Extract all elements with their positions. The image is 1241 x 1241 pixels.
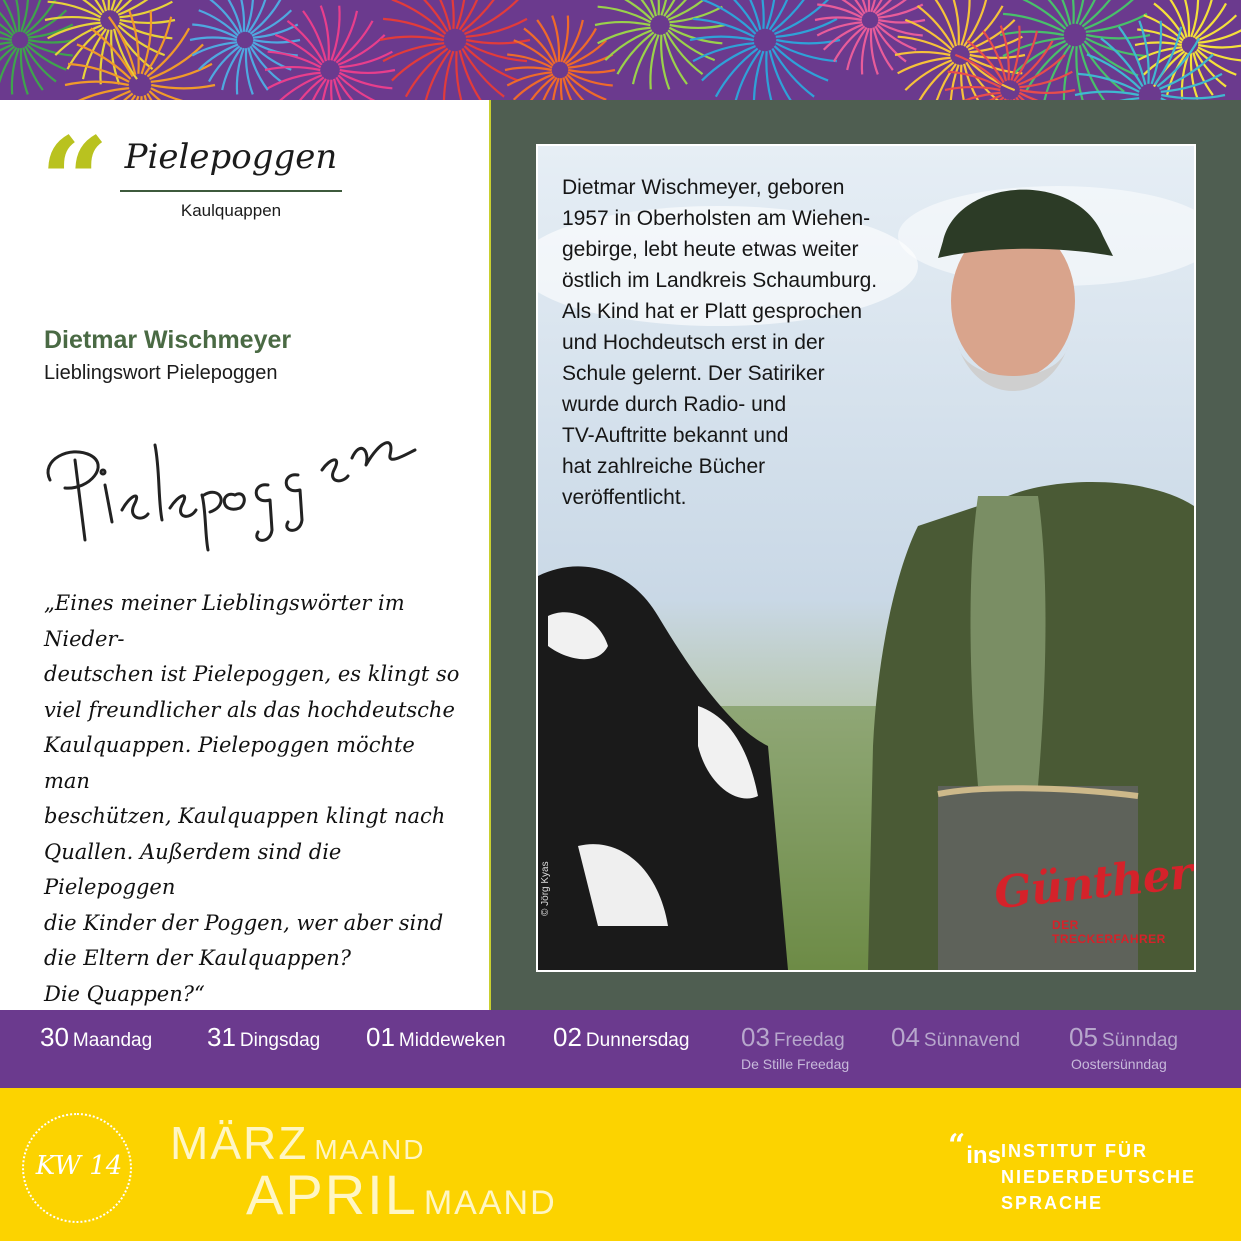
- holiday-label: De Stille Freedag: [741, 1056, 850, 1072]
- day-saturday: [891, 1022, 1020, 1053]
- day-name: Dingsdag: [239, 1030, 321, 1051]
- day-number: 03: [741, 1022, 770, 1052]
- day-name: Sünndag: [1101, 1030, 1178, 1051]
- footer-band: [0, 1088, 1241, 1241]
- day-tuesday: [207, 1022, 320, 1053]
- day-number: 01: [366, 1022, 395, 1052]
- month-april: [246, 1162, 557, 1227]
- treckerfahrer-logo-subtitle: DER TRECKERFAHRER: [1052, 918, 1166, 946]
- week-badge: [22, 1113, 132, 1223]
- treckerfahrer-logo: Günther: [991, 847, 1195, 920]
- day-name: Middeweken: [398, 1030, 506, 1051]
- person-name: Dietmar Wischmeyer: [44, 326, 292, 354]
- day-number: 30: [40, 1022, 69, 1052]
- handwritten-signature: [30, 410, 430, 560]
- month-small: MAAND: [314, 1134, 426, 1165]
- day-wednesday: [366, 1022, 506, 1053]
- day-number: 31: [207, 1022, 236, 1052]
- day-sunday: [1069, 1022, 1178, 1072]
- day-name: Sünnavend: [923, 1030, 1021, 1051]
- decorative-banner: [0, 0, 1241, 100]
- day-name: Maandag: [72, 1030, 153, 1051]
- headword: Pielepoggen: [124, 137, 338, 177]
- quote-mark-icon: “: [40, 111, 110, 252]
- day-number: 04: [891, 1022, 920, 1052]
- portrait-photo: [536, 144, 1196, 972]
- person-subtitle: Lieblingswort Pielepoggen: [44, 362, 278, 384]
- day-friday: [741, 1022, 850, 1072]
- quote-text: „Eines meiner Lieblingswörter im Nieder- deutschen ist Pielepoggen, es klingt so viel freundlicher als das hochdeutsche Kaulquappen. Pielepoggen möchte man beschützen, Kaulquappen klingt nach Quallen. Außerdem sind die Pielepoggen die Kinder der Poggen, wer aber sind die Eltern der Kaulquappen? Die Quappen?“: [44, 591, 460, 1006]
- day-monday: [40, 1022, 152, 1053]
- ins-quote-icon: “: [948, 1128, 966, 1163]
- burst-pattern: [0, 0, 1241, 100]
- month-big: MÄRZ: [170, 1117, 309, 1169]
- day-thursday: [553, 1022, 689, 1053]
- holiday-label: Oostersünndag: [1071, 1056, 1167, 1072]
- ins-logo: [948, 1128, 1001, 1170]
- headword-translation: Kaulquappen: [180, 201, 282, 220]
- weekday-strip: [0, 1010, 1241, 1088]
- headword-underline: [120, 190, 342, 192]
- institute-name: INSTITUT FÜR NIEDERDEUTSCHE SPRACHE: [1001, 1141, 1197, 1213]
- month-big: APRIL: [246, 1163, 418, 1226]
- day-number: 02: [553, 1022, 582, 1052]
- month-small: MAAND: [423, 1184, 557, 1222]
- day-number: 05: [1069, 1022, 1098, 1052]
- day-name: Freedag: [773, 1030, 845, 1051]
- day-name: Dunnersdag: [585, 1030, 690, 1051]
- biography-text: Dietmar Wischmeyer, geboren 1957 in Oberholsten am Wiehen- gebirge, lebt heute etwas weiter östlich im Landkreis Schaumburg. Als Kind hat er Platt gesprochen und Hochdeutsch erst in der Schule gelernt. Der Satiriker wurde durch Radio- und TV-Auftritte bekannt und hat zahlreiche Bücher veröffentlicht.: [562, 176, 878, 509]
- ins-logo-text: ins: [966, 1142, 1001, 1169]
- week-number: KW 14: [35, 1151, 123, 1181]
- photo-credit: © Jörg Kyas: [540, 861, 551, 916]
